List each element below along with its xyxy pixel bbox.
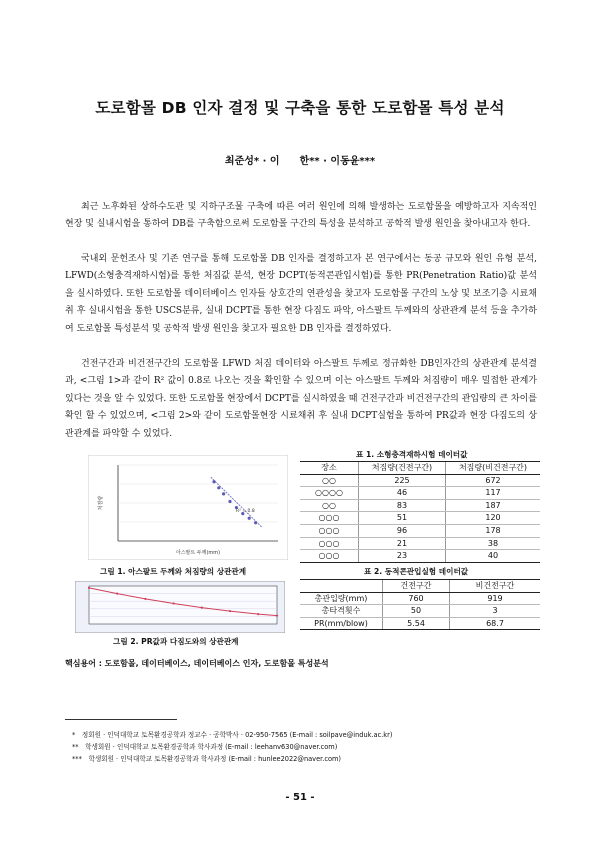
figure-1-data-point (228, 500, 231, 503)
table-2-header-blank (300, 580, 383, 593)
table-cell: ○○○ (300, 537, 359, 550)
figure-2-caption: 그림 2. PR값과 다짐도와의 상관관계 (113, 637, 239, 646)
figure-2-data-point (229, 610, 231, 612)
table-cell: ○○○ (300, 550, 359, 563)
table-cell: 672 (446, 474, 541, 487)
table-cell: 40 (446, 550, 541, 563)
table-row (300, 499, 540, 512)
figure-2-data-point (144, 598, 146, 600)
table-row (300, 617, 540, 630)
table-cell: 68.7 (450, 617, 541, 630)
author-list: 최준성* · 이 한** · 이동윤*** (224, 156, 376, 167)
table-cell: ○○○ (300, 524, 359, 537)
figure-1-x-axis-label: 아스팔트 두께(mm) (175, 550, 221, 556)
table-2 (300, 579, 540, 630)
table-1-header-location: 장소 (300, 462, 359, 475)
page-number: - 51 - (285, 792, 315, 803)
keywords: 핵심용어 : 도로함몰, 데이터베이스, 데이터베이스 인자, 도로함몰 특성분석 (65, 659, 329, 668)
table-2-caption: 표 2. 동적콘관입실험 데이터값 (364, 567, 469, 576)
footnote-1: * 정회원 · 인덕대학교 토목환경공학과 정교수 · 공학박사 · 02-950-7565 (E-mail : soilpave@induk.ac.kr) (72, 731, 393, 739)
table-2-header-healthy: 건전구간 (383, 580, 450, 593)
table-1 (300, 461, 540, 563)
figure-2-data-point (201, 607, 203, 609)
paragraph-1: 최근 노후화된 상하수도관 및 지하구조물 구축에 따른 여러 원인에 의해 발생하는 도로함몰을 예방하고자 지속적인 현장 및 실내시험을 통하여 DB를 구축함으로써 도로함몰 구간의 특성을 분석하고 공학적 발생 원인을 찾아내고자 한다. (65, 202, 537, 230)
table-cell: ○○○○ (300, 487, 359, 500)
table-1-header-unhealthy: 처짐량(비건전구간) (446, 462, 541, 475)
table-cell: 51 (359, 512, 446, 525)
table-cell: 총관입량(mm) (300, 592, 383, 605)
table-row (300, 592, 540, 605)
table-cell: 187 (446, 499, 541, 512)
table-cell: 96 (359, 524, 446, 537)
table-cell: 46 (359, 487, 446, 500)
figure-2-data-point (88, 587, 90, 589)
table-cell: ○○ (300, 499, 359, 512)
figure-1-data-point (254, 521, 257, 524)
table-cell: 225 (359, 474, 446, 487)
figure-2-data-point (173, 602, 175, 604)
figure-1-y-axis-label: 처짐량 (98, 495, 104, 511)
table-cell: 3 (450, 605, 541, 618)
table-2-header-unhealthy: 비건전구간 (450, 580, 541, 593)
table-cell: PR(mm/blow) (300, 617, 383, 630)
footnote-3: *** 학생회원 · 인덕대학교 토목환경공학과 학사과정 (E-mail : hunlee2022@naver.com) (72, 755, 342, 763)
table-cell: 919 (450, 592, 541, 605)
table-cell: ○○○ (300, 512, 359, 525)
table-row (300, 537, 540, 550)
paragraph-3: 건전구간과 비건전구간의 도로함몰 LFWD 처짐 데이터와 아스팔트 두께로 정규화한 DB인자간의 상관관계 분석결과, <그림 1>과 같이 R² 값이 0.8로 나오는 것을 확인할 수 있으며 이는 아스팔트 두께와 처짐량이 매우 밀접한 관계가 있다는 것을 알 수 있었다. 또한 도로함몰 현장에서 DCPT를 실시하였을 때 건전구간과 비건전구간의 관입량의 큰 차이를 확인 할 수 있었으며, <그림 2>와 같이 도로함몰현장 시료채취 후 실내 DCPT실험을 통하여 PR값과 현장 다짐도의 상관관계를 파악할 수 있었다. (65, 359, 537, 439)
table-row (300, 605, 540, 618)
table-row (300, 487, 540, 500)
table-row (300, 474, 540, 487)
table-1-header-healthy: 처짐량(건전구간) (359, 462, 446, 475)
paragraph-2: 국내외 문헌조사 및 기존 연구를 통해 도로함몰 DB 인자를 결정하고자 본 연구에서는 동공 규모와 원인 유형 분석, LFWD(소형충격재하시험)를 통한 처짐값 분석, 현장 DCPT(동적콘관입시험)를 통한 PR(Penetration Ratio)값 분석을 실시하였다. 또한 도로함몰 데이터베이스 인자들 상호간의 연관성을 찾고자 도로함몰 구간의 노상 및 보조기층 시료채취 후 실내시험을 통한 USCS분류, 실내 DCPT를 통한 현장 다짐도 파악, 아스팔트 두께와의 상관관계 분석 등을 추가하여 도로함몰 특성분석 및 공학적 발생 원인을 찾고자 필요한 DB 인자를 결정하였다. (65, 254, 537, 334)
figure-2-line-chart (75, 581, 285, 633)
figure-1-data-point (222, 492, 225, 495)
table-row (300, 524, 540, 537)
figure-1-r2-annotation: R² = 0.8 (236, 509, 255, 514)
table-cell: 178 (446, 524, 541, 537)
figure-1-caption: 그림 1. 아스팔트 두께와 처짐량의 상관관계 (100, 567, 247, 576)
table-cell: 117 (446, 487, 541, 500)
table-cell: 5.54 (383, 617, 450, 630)
table-cell: 21 (359, 537, 446, 550)
footnote-divider (65, 719, 177, 720)
figure-1-data-point (248, 517, 251, 520)
table-cell: 23 (359, 550, 446, 563)
table-row (300, 550, 540, 563)
figure-2-data-point (276, 615, 278, 617)
table-cell: 760 (383, 592, 450, 605)
table-cell: 총타격횟수 (300, 605, 383, 618)
table-row (300, 512, 540, 525)
figure-1-data-point (217, 486, 220, 489)
figure-1-data-point (212, 480, 215, 483)
figure-2-data-point (257, 613, 259, 615)
table-1-caption: 표 1. 소형충격재하시험 데이터값 (356, 450, 468, 459)
paper-title: 도로함몰 DB 인자 결정 및 구축을 통한 도로함몰 특성 분석 (95, 99, 505, 117)
footnote-2: ** 학생회원 · 인덕대학교 토목환경공학과 학사과정 (E-mail : leehanv630@naver.com) (72, 743, 338, 751)
figure-1-scatter-chart (88, 455, 288, 560)
table-cell: 120 (446, 512, 541, 525)
table-cell: ○○ (300, 474, 359, 487)
table-cell: 38 (446, 537, 541, 550)
table-cell: 83 (359, 499, 446, 512)
table-cell: 50 (383, 605, 450, 618)
figure-2-data-point (116, 593, 118, 595)
